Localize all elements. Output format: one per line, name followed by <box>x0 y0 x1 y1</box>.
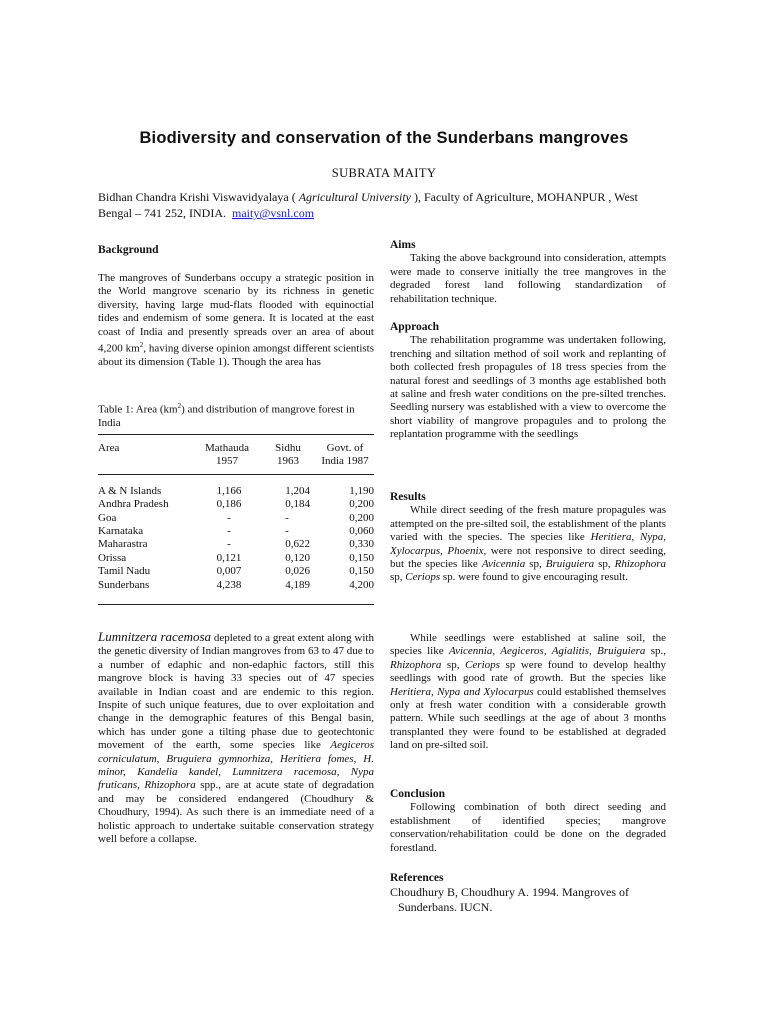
table-header-row <box>98 442 374 469</box>
conclusion-section <box>390 788 666 855</box>
results-para-2-block <box>390 632 666 753</box>
reference-item: Choudhury B, Choudhury A. 1994. Mangroves of Sunderbans. IUCN. <box>390 885 629 915</box>
affiliation: Bidhan Chandra Krishi Viswavidyalaya ( Agricultural University ), Faculty of Agriculture, MOHANPUR , West Bengal – 741 252, INDIA. maity@vsnl.com <box>98 190 638 220</box>
references-section <box>390 872 666 915</box>
results-para-1: While direct seeding of the fresh mature propagules was attempted on the pre-silted soil, the establishment of the plants varied with the species. The species like Heritiera, Nypa, Xylocarpus, Phoenix, were not responsive to direct seeding, but the species like Avicennia sp, Bruiguiera sp, Rhizophora sp, Ceriops sp. were found to give encouraging result. <box>390 504 666 584</box>
lumnitzera-paragraph: Lumnitzera racemosa depleted to a great extent along with the genetic diversity of Indian mangroves from 63 to 47 due to a number of edaphic and non-edaphic factors, still this mangrove block is having 33 species out of 47 species available in Indian coast and are endemic to this region. Inspite of such unique features, due to over exploitation and change in the demographic features of this Bengal basin, which has under gone a tilting phase due to geotechtonic movement of the earth, some species like Aegiceros corniculatum, Bruguiera gymnorhiza, Heritiera fomes, H. minor, Kandelia kandel, Lumnitzera racemosa, Nypa fruticans, Rhizophora spp., are at acute state of degradation and may be considered endangered (Choudhury & Choudhury, 1994). As such there is an immediate need of a holistic approach to undertake suitable conservation strategy well before a collapse. <box>98 629 375 846</box>
table-row: Orissa 0,121 0,120 0,150 <box>98 551 374 564</box>
results-para-2: While seedlings were established at saline soil, the species like Avicennia, Aegiceros, Agialitis, Bruiguiera sp., Rhizophora sp, Ceriops sp were found to develop healthy seedlings with good rate of growth. But the species like Heritiera, Nypa and Xylocarpus could established themselves only at fresh water condition with a considerable growth pattern. While such seedlings at the age of about 3 months transplanted they were found to be established at degraded land on pre-silted soil. <box>390 632 667 752</box>
area-table <box>98 442 374 469</box>
table-row: A & N Islands 1,166 1,204 1,190 <box>98 484 374 497</box>
background-section <box>98 244 374 257</box>
conclusion-heading: Conclusion <box>390 788 445 800</box>
email-link[interactable]: maity@vsnl.com <box>231 206 315 220</box>
table-row: Goa - - 0,200 <box>98 511 374 524</box>
table1 <box>98 434 374 605</box>
area-table-body <box>98 485 374 592</box>
table-row: Sunderbans 4,238 4,189 4,200 <box>98 578 374 591</box>
aims-text: Taking the above background into consideration, attempts were made to conserve initially the tree mangroves in the degraded forest land following standardization of rehabilitation technique. <box>390 252 666 305</box>
table-row: Karnataka - - 0,060 <box>98 525 374 538</box>
author-name: SUBRATA MAITY <box>331 166 437 180</box>
aims-heading: Aims <box>390 239 416 251</box>
references-heading: References <box>390 872 444 884</box>
table-header-cell: Sidhu 1963 <box>275 442 301 468</box>
approach-text: The rehabilitation programme was undertaken following, trenching and siltation method of soil work and replanting of both collected fresh propagules of 18 tress species from the natural forest and seedlings of 3 months age established both at saline and fresh water conditions on the pre-silted trenches. Seedling nursery was established with a view to overcome the short viability of mangrove propagules and to prolong the replantation programme with the seedlings <box>390 334 666 441</box>
table-row: Andhra Pradesh 0,186 0,184 0,200 <box>98 498 374 511</box>
aims-section <box>390 239 666 306</box>
approach-heading: Approach <box>390 321 439 333</box>
table-header-cell: Govt. of India 1987 <box>321 442 369 468</box>
background-heading: Background <box>98 244 159 256</box>
results-section <box>390 491 666 585</box>
conclusion-text: Following combination of both direct seeding and establishment of identified species; mangrove conservation/rehabilitation could be done on the degraded forestland. <box>390 801 666 854</box>
table1-caption: Table 1: Area $(km^2)$ and distribution of mangrove forest in India <box>98 402 355 430</box>
paper-title: Biodiversity and conservation of the Sunderbans mangroves <box>139 129 629 147</box>
background-paragraph: The mangroves of Sunderbans occupy a strategic position in the World mangrove scenario by its richness in genetic diversity, having large mud-flats flooded with equinoctial tides and endemism of some genera. It is located at the east coast of India and presently spreads over an area of about 4,200 $km^2$, having diverse opinion amongst different scientists about its dimension (Table 1). Though the area has <box>98 272 374 369</box>
table-header-cell: Mathauda 1957 <box>205 442 249 468</box>
table-header-cell: Area <box>98 442 120 454</box>
table-row: Tamil Nadu 0,007 0,026 0,150 <box>98 565 374 578</box>
results-heading: Results <box>390 491 426 503</box>
approach-section <box>390 321 666 442</box>
table-row: Maharastra - 0,622 0,330 <box>98 538 374 551</box>
